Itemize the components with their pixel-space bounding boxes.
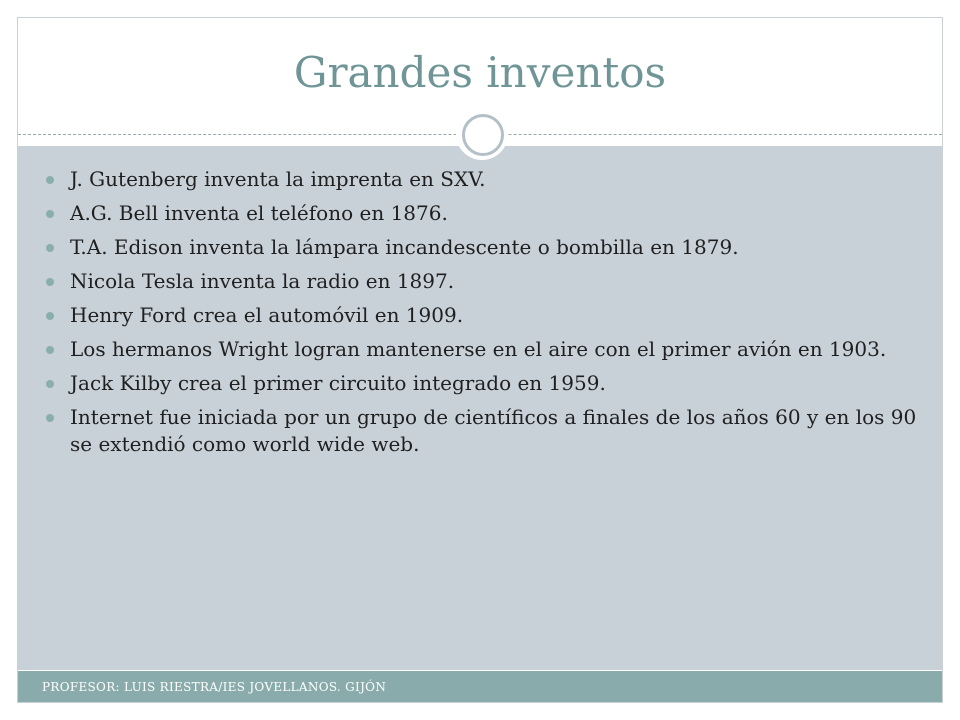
bullet-dot-icon	[46, 210, 54, 218]
bullet-dot-icon	[46, 244, 54, 252]
bullet-item	[46, 234, 926, 261]
bullet-dot-icon	[46, 278, 54, 286]
bullet-text: Los hermanos Wright logran mantenerse en el aire con el primer avión en 1903.	[70, 337, 887, 361]
bullet-text: T.A. Edison inventa la lámpara incandescente o bombilla en 1879.	[70, 235, 739, 259]
bullet-dot-icon	[46, 346, 54, 354]
bullet-item	[46, 268, 926, 295]
bullet-item	[46, 404, 926, 458]
bullet-item	[46, 166, 926, 193]
bullet-text: Nicola Tesla inventa la radio en 1897.	[70, 269, 455, 293]
bullet-text: A.G. Bell inventa el teléfono en 1876.	[70, 201, 448, 225]
bullet-text: Jack Kilby crea el primer circuito integrado en 1959.	[70, 371, 606, 395]
bullet-item	[46, 336, 926, 363]
footer-text: PROFESOR: LUIS RIESTRA/IES JOVELLANOS. GIJÓN	[42, 680, 387, 694]
slide-title: Grandes inventos	[293, 48, 667, 97]
slide	[17, 17, 943, 703]
bullet-item	[46, 302, 926, 329]
bullet-text: Internet fue iniciada por un grupo de científicos a finales de los años 60 y en los 90 se extendió como world wide web.	[70, 405, 917, 456]
bullet-text: Henry Ford crea el automóvil en 1909.	[70, 303, 464, 327]
bullet-list	[46, 166, 926, 465]
bullet-dot-icon	[46, 176, 54, 184]
bullet-text: J. Gutenberg inventa la imprenta en SXV.	[70, 167, 486, 191]
bullet-item	[46, 200, 926, 227]
footer-bar	[18, 671, 942, 702]
bullet-dot-icon	[46, 380, 54, 388]
bullet-item	[46, 370, 926, 397]
bullet-dot-icon	[46, 414, 54, 422]
decorative-ring-icon	[462, 114, 504, 156]
bullet-dot-icon	[46, 312, 54, 320]
